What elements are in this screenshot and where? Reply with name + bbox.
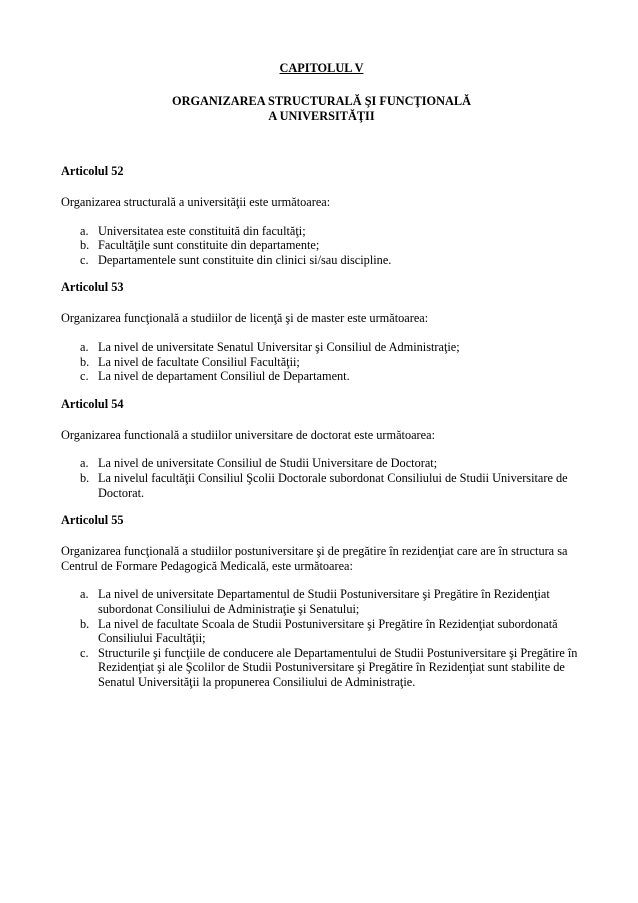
list-marker: b. [80, 616, 90, 631]
article-intro: Organizarea funcţională a studiilor postuniversitare şi de pregătire în rezidenţiat care are în structura sa Centrul de Formare Pedagogică Medicală, este următoarea: [61, 544, 568, 573]
article-list [61, 224, 581, 268]
list-item [61, 355, 581, 370]
article-52 [61, 164, 581, 267]
list-marker: a. [80, 587, 89, 602]
list-item [61, 587, 581, 616]
chapter-title-line-2: A UNIVERSITĂŢII [268, 108, 375, 123]
list-marker: b. [80, 238, 90, 253]
article-heading: Articolul 52 [61, 164, 124, 178]
article-heading: Articolul 55 [61, 513, 124, 528]
article-heading: Articolul 54 [61, 396, 124, 411]
list-item-text: La nivelul facultăţii Consiliul Şcolii Doctorale subordonat Consiliului de Studii Universitare de Doctorat. [98, 470, 568, 500]
article-list [61, 456, 581, 500]
article-53 [61, 280, 581, 383]
list-item-text: La nivel de departament Consiliul de Departament. [98, 369, 350, 384]
list-marker: b. [80, 470, 90, 485]
article-55 [61, 513, 581, 689]
list-item [61, 617, 581, 646]
article-list [61, 340, 581, 384]
chapter-title [0, 94, 638, 123]
list-item-text: La nivel de universitate Consiliul de Studii Universitare de Doctorat; [98, 456, 438, 471]
article-list [61, 587, 581, 689]
list-marker: c. [80, 252, 89, 267]
article-intro: Organizarea structurală a universităţii este următoarea: [61, 195, 331, 209]
chapter-heading: CAPITOLUL V [279, 61, 364, 75]
article-heading: Articolul 53 [61, 280, 124, 295]
list-item-text: Structurile şi funcţiile de conducere ale Departamentului de Studii Postuniversitare şi Pregătire în Rezidenţiat şi ale Şcolilor de Studii Postuniversitare şi Pregătire în Rezidenţiat sunt stabilite de Senatul Universităţii la propunerea Consiliului de Administraţie. [98, 645, 578, 689]
articles-body [61, 164, 581, 689]
list-item-text: La nivel de universitate Senatul Universitar şi Consiliul de Administraţie; [98, 339, 460, 354]
list-item-text: La nivel de universitate Departamentul de Studii Postuniversitare şi Pregătire în Rezidenţiat subordonat Consiliului de Administraţie şi Senatului; [98, 587, 550, 616]
list-item [61, 646, 581, 690]
list-item [61, 369, 581, 384]
list-marker: a. [80, 339, 89, 354]
list-item [61, 238, 581, 253]
list-item-text: Universitatea este constituită din facultăţi; [98, 223, 306, 238]
list-marker: c. [80, 645, 89, 660]
list-item [61, 471, 581, 500]
list-item-text: La nivel de facultate Consiliul Facultăţii; [98, 354, 300, 369]
list-item [61, 456, 581, 471]
list-item [61, 340, 581, 355]
article-54 [61, 397, 581, 500]
list-marker: a. [80, 456, 89, 471]
list-item-text: Departamentele sunt constituite din clinici si/sau discipline. [98, 252, 392, 267]
list-item [61, 224, 581, 239]
article-intro: Organizarea functională a studiilor universitare de doctorat este următoarea: [61, 427, 435, 442]
list-marker: a. [80, 223, 89, 238]
chapter-title-line-1: ORGANIZAREA STRUCTURALĂ ŞI FUNCŢIONALĂ [172, 94, 471, 108]
list-marker: c. [80, 369, 89, 384]
list-marker: b. [80, 354, 90, 369]
article-intro: Organizarea funcţională a studiilor de licenţă şi de master este următoarea: [61, 311, 429, 326]
list-item-text: Facultăţile sunt constituite din departamente; [98, 238, 320, 253]
list-item [61, 253, 581, 268]
list-item-text: La nivel de facultate Scoala de Studii Postuniversitare şi Pregătire în Rezidenţiat subordonată Consiliului Facultăţii; [98, 616, 558, 646]
